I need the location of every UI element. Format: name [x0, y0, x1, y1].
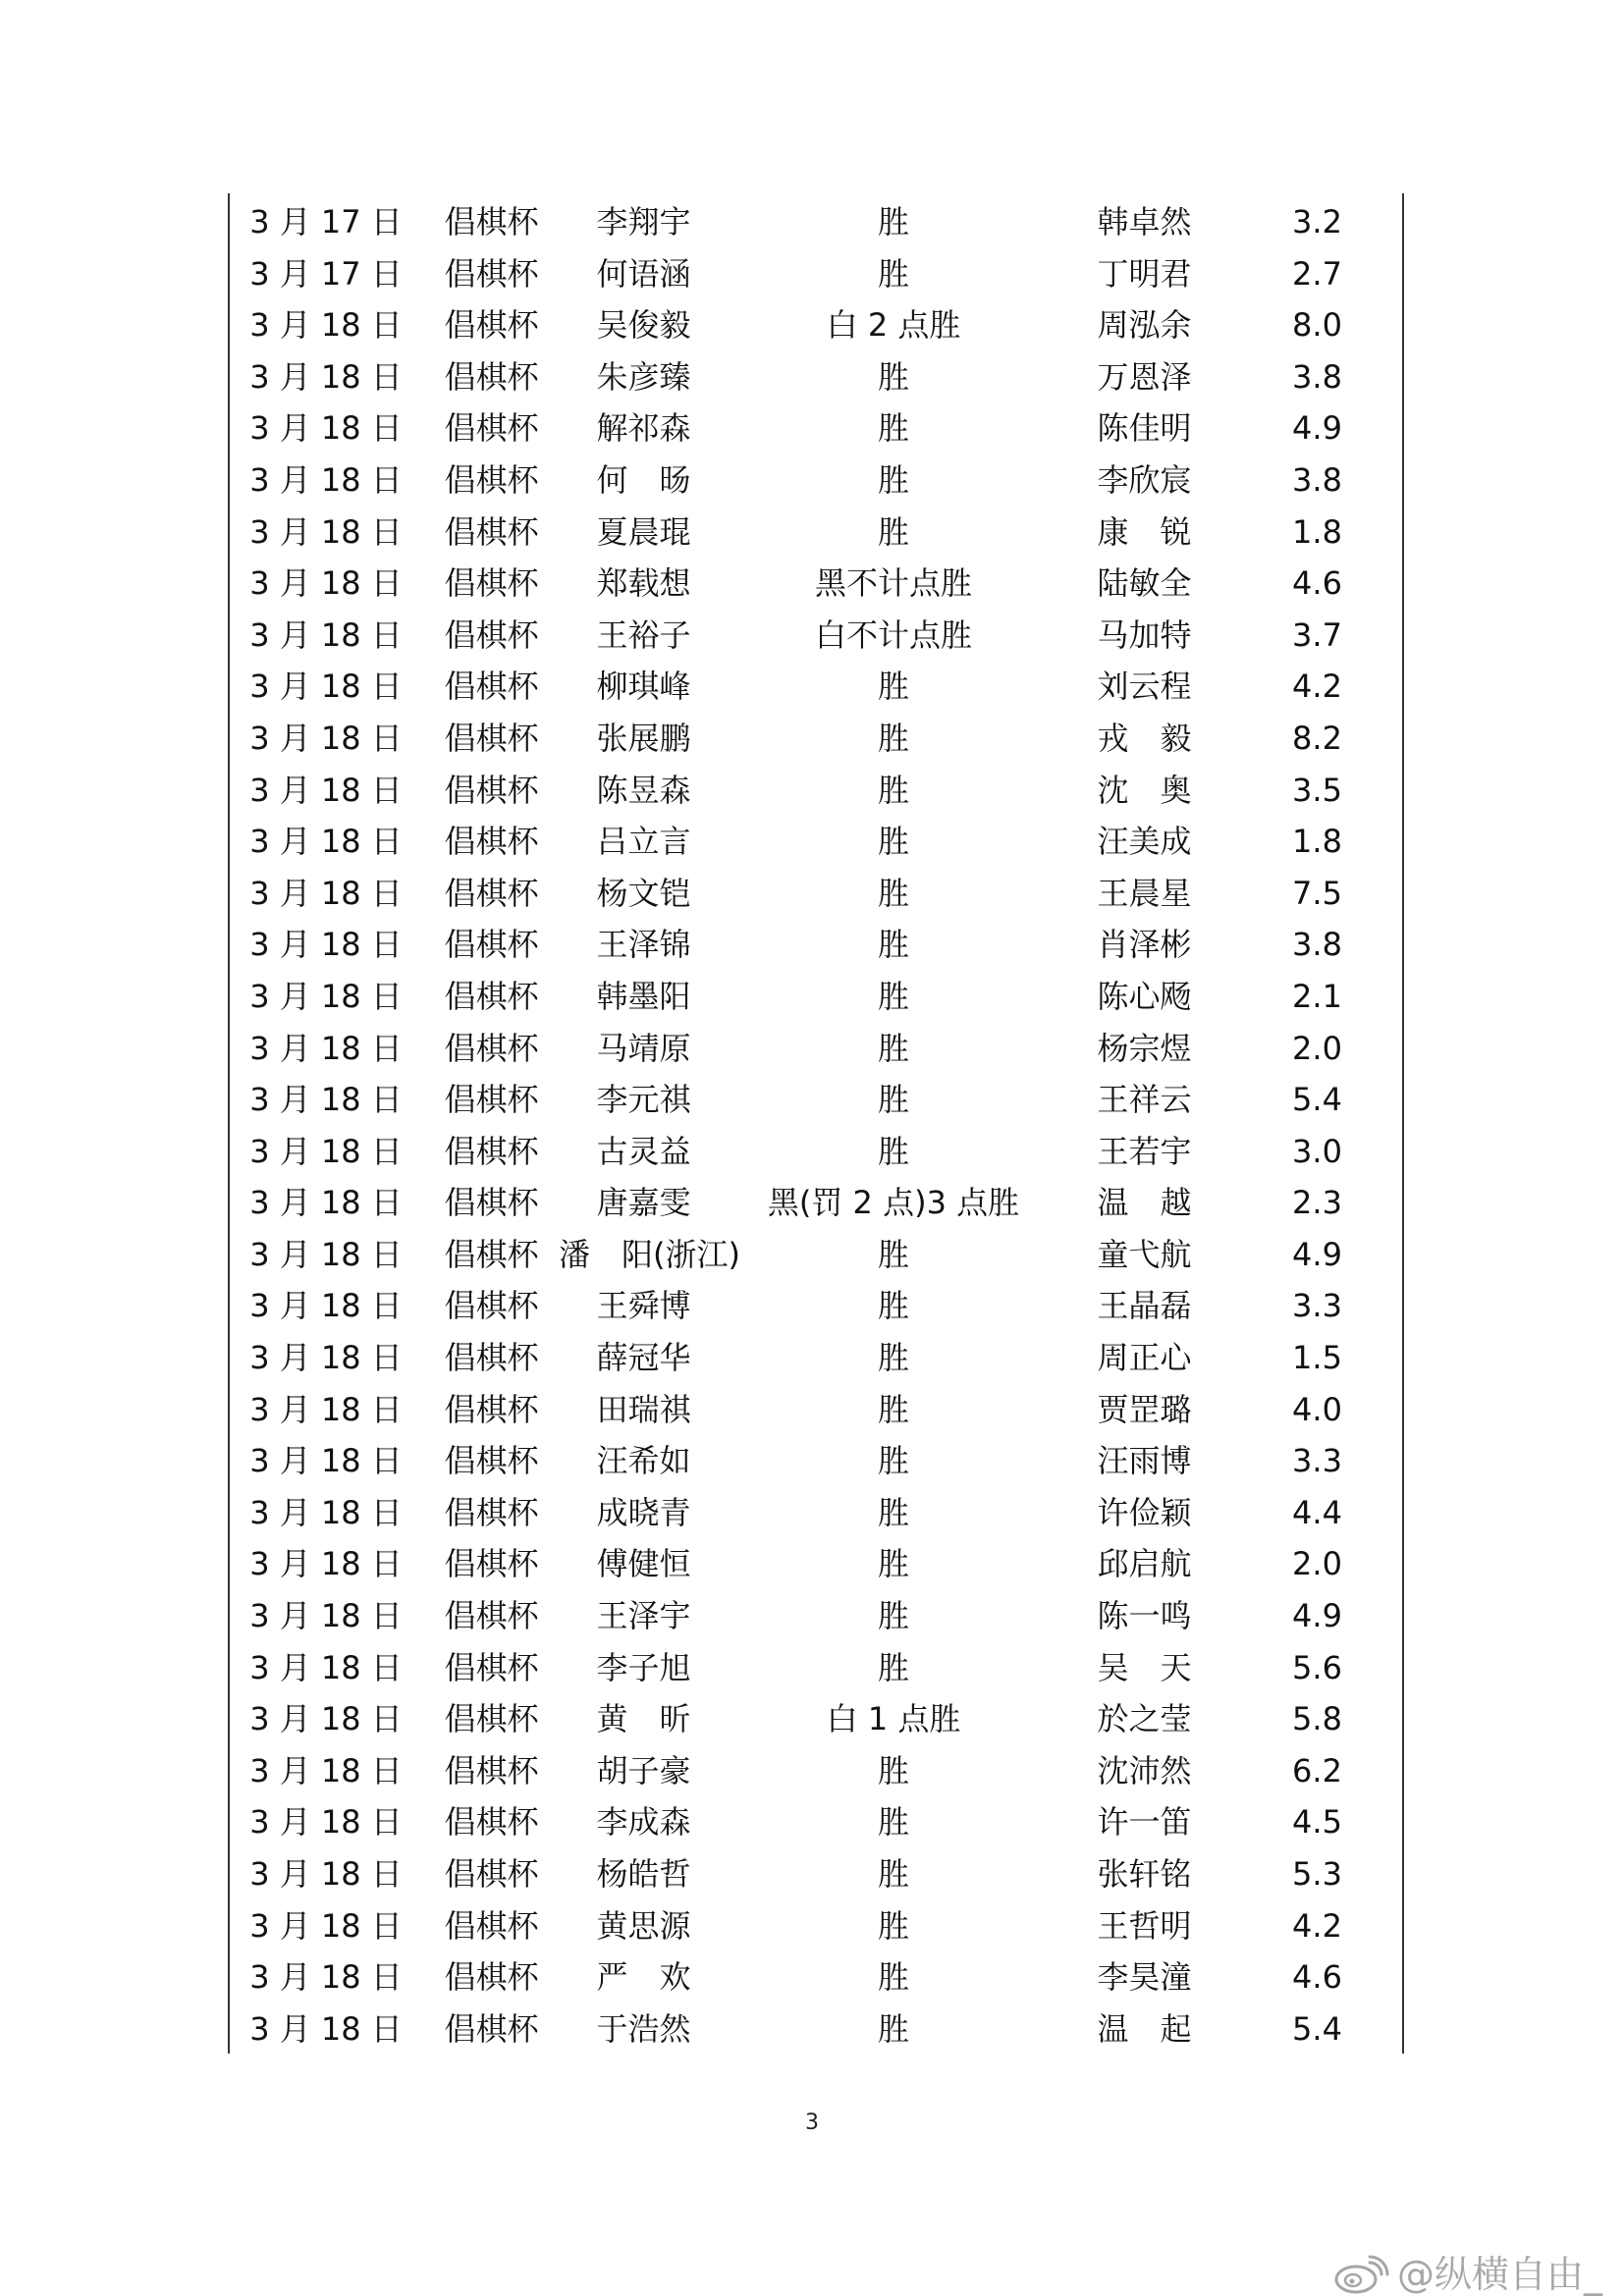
game-date: 3 月 18 日 [249, 1287, 403, 1325]
game-result: 白不计点胜 [814, 615, 972, 654]
loser-name: 张轩铭 [1097, 1855, 1192, 1893]
game-result: 白 2 点胜 [826, 306, 961, 345]
loser-name: 丁明君 [1097, 254, 1192, 293]
table-row [228, 1435, 1404, 1487]
game-date: 3 月 18 日 [249, 1855, 403, 1893]
loser-name: 邱启航 [1097, 1545, 1192, 1583]
loser-name: 许一笛 [1097, 1803, 1192, 1842]
winner-name: 成晓青 [596, 1493, 691, 1531]
table-row [228, 1848, 1404, 1900]
game-result: 胜 [877, 1132, 909, 1170]
event-name: 倡棋杯 [444, 1700, 539, 1738]
game-duration: 2.7 [1292, 254, 1342, 293]
winner-name: 韩墨阳 [596, 977, 691, 1015]
game-duration: 2.0 [1292, 1029, 1342, 1067]
table-row [228, 1126, 1404, 1178]
game-duration: 1.8 [1292, 512, 1342, 551]
loser-name: 王哲明 [1097, 1906, 1192, 1945]
winner-name: 柳琪峰 [596, 667, 691, 706]
winner-name: 黄思源 [596, 1906, 691, 1945]
table-row [228, 919, 1404, 971]
winner-name: 王舜博 [596, 1287, 691, 1325]
table-row [228, 1332, 1404, 1384]
table-row [228, 1590, 1404, 1642]
game-date: 3 月 18 日 [249, 1906, 403, 1945]
loser-name: 康 锐 [1097, 512, 1192, 551]
winner-name: 夏晨琨 [596, 512, 691, 551]
loser-name: 李昊潼 [1097, 1958, 1192, 1997]
game-result: 胜 [877, 1906, 909, 1945]
winner-name: 何语涵 [596, 254, 691, 293]
game-result: 胜 [877, 409, 909, 448]
table-row [228, 1745, 1404, 1797]
winner-name: 李成森 [596, 1803, 691, 1842]
winner-name: 黄 昕 [596, 1700, 691, 1738]
game-duration: 5.3 [1292, 1855, 1342, 1893]
winner-name: 田瑞祺 [596, 1390, 691, 1428]
loser-name: 刘云程 [1097, 667, 1192, 706]
game-date: 3 月 17 日 [249, 203, 403, 240]
game-date: 3 月 18 日 [249, 306, 403, 345]
table-row [228, 1487, 1404, 1539]
event-name: 倡棋杯 [444, 615, 539, 654]
event-name: 倡棋杯 [444, 667, 539, 706]
game-duration: 4.6 [1292, 1958, 1342, 1997]
game-duration: 8.2 [1292, 719, 1342, 757]
winner-name: 吕立言 [596, 823, 691, 861]
game-result: 胜 [877, 1545, 909, 1583]
game-date: 3 月 17 日 [249, 254, 403, 293]
game-duration: 5.8 [1292, 1700, 1342, 1738]
game-result: 胜 [877, 667, 909, 706]
table-row [228, 1280, 1404, 1332]
game-date: 3 月 18 日 [249, 615, 403, 654]
game-date: 3 月 18 日 [249, 1184, 403, 1222]
game-result: 胜 [877, 1855, 909, 1893]
game-duration: 4.2 [1292, 1906, 1342, 1945]
game-duration: 7.5 [1292, 874, 1342, 912]
game-result: 胜 [877, 1081, 909, 1119]
winner-name: 李子旭 [596, 1648, 691, 1686]
game-duration: 3.3 [1292, 1287, 1342, 1325]
game-duration: 3.8 [1292, 926, 1342, 964]
winner-name: 解祁森 [596, 409, 691, 448]
loser-name: 於之莹 [1097, 1700, 1192, 1738]
loser-name: 沈沛然 [1097, 1751, 1192, 1789]
loser-name: 陈佳明 [1097, 409, 1192, 448]
game-duration: 2.3 [1292, 1184, 1342, 1222]
event-name: 倡棋杯 [444, 1545, 539, 1583]
table-row [228, 971, 1404, 1023]
game-duration: 2.1 [1292, 977, 1342, 1015]
loser-name: 许俭颖 [1097, 1493, 1192, 1531]
game-result: 胜 [877, 512, 909, 551]
table-row [228, 1900, 1404, 1952]
event-name: 倡棋杯 [444, 1390, 539, 1428]
winner-name: 王裕子 [596, 615, 691, 654]
watermark [1332, 2253, 1602, 2296]
game-duration: 3.8 [1292, 357, 1342, 396]
loser-name: 周正心 [1097, 1339, 1192, 1377]
loser-name: 陈一鸣 [1097, 1597, 1192, 1635]
game-duration: 4.9 [1292, 1597, 1342, 1635]
event-name: 倡棋杯 [444, 1287, 539, 1325]
game-date: 3 月 18 日 [249, 977, 403, 1015]
game-date: 3 月 18 日 [249, 1132, 403, 1170]
loser-name: 温 起 [1097, 2009, 1192, 2048]
table-row [228, 1951, 1404, 2003]
game-date: 3 月 18 日 [249, 719, 403, 757]
game-result: 胜 [877, 1235, 909, 1273]
winner-name: 朱彦臻 [596, 357, 691, 396]
game-date: 3 月 18 日 [249, 1958, 403, 1997]
game-duration: 4.2 [1292, 667, 1342, 706]
event-name: 倡棋杯 [444, 203, 539, 240]
loser-name: 吴 天 [1097, 1648, 1192, 1686]
loser-name: 王晶磊 [1097, 1287, 1192, 1325]
winner-name: 严 欢 [596, 1958, 691, 1997]
game-date: 3 月 18 日 [249, 1339, 403, 1377]
game-date: 3 月 18 日 [249, 460, 403, 499]
game-result: 胜 [877, 2009, 909, 2048]
game-date: 3 月 18 日 [249, 1442, 403, 1480]
event-name: 倡棋杯 [444, 1235, 539, 1273]
game-duration: 1.8 [1292, 823, 1342, 861]
event-name: 倡棋杯 [444, 1855, 539, 1893]
winner-name: 胡子豪 [596, 1751, 691, 1789]
event-name: 倡棋杯 [444, 1751, 539, 1789]
table-row [228, 1074, 1404, 1126]
game-date: 3 月 18 日 [249, 1751, 403, 1789]
loser-name: 王晨星 [1097, 874, 1192, 912]
winner-name: 张展鹏 [596, 719, 691, 757]
table-row [228, 402, 1404, 454]
game-date: 3 月 18 日 [249, 1493, 403, 1531]
loser-name: 汪雨博 [1097, 1442, 1192, 1480]
game-result: 胜 [877, 874, 909, 912]
table-row [228, 1642, 1404, 1694]
game-result: 胜 [877, 1648, 909, 1686]
table-row [228, 765, 1404, 817]
game-duration: 3.0 [1292, 1132, 1342, 1170]
winner-name: 古灵益 [596, 1132, 691, 1170]
game-result: 胜 [877, 1442, 909, 1480]
game-duration: 4.5 [1292, 1803, 1342, 1842]
event-name: 倡棋杯 [444, 1132, 539, 1170]
game-result: 胜 [877, 926, 909, 964]
game-result: 胜 [877, 1493, 909, 1531]
loser-name: 王若宇 [1097, 1132, 1192, 1170]
loser-name: 马加特 [1097, 615, 1192, 654]
loser-name: 戎 毅 [1097, 719, 1192, 757]
game-date: 3 月 18 日 [249, 564, 403, 603]
event-name: 倡棋杯 [444, 409, 539, 448]
loser-name: 肖泽彬 [1097, 926, 1192, 964]
event-name: 倡棋杯 [444, 1184, 539, 1222]
winner-name: 马靖原 [596, 1029, 691, 1067]
game-duration: 5.4 [1292, 2009, 1342, 2048]
event-name: 倡棋杯 [444, 2009, 539, 2048]
results-table-body [228, 196, 1404, 2055]
event-name: 倡棋杯 [444, 874, 539, 912]
game-result: 胜 [877, 254, 909, 293]
game-date: 3 月 18 日 [249, 1545, 403, 1583]
game-result: 黑不计点胜 [814, 564, 972, 603]
table-row [228, 351, 1404, 403]
game-date: 3 月 18 日 [249, 357, 403, 396]
results-table [228, 196, 1404, 2055]
winner-name: 李元祺 [596, 1081, 691, 1119]
game-date: 3 月 18 日 [249, 1390, 403, 1428]
table-row [228, 868, 1404, 920]
game-date: 3 月 18 日 [249, 1648, 403, 1686]
game-date: 3 月 18 日 [249, 874, 403, 912]
game-duration: 3.7 [1292, 615, 1342, 654]
game-result: 胜 [877, 1287, 909, 1325]
watermark-text: @纵横自由_ [1396, 2253, 1602, 2296]
game-result: 胜 [877, 1958, 909, 1997]
winner-name: 何 旸 [596, 460, 691, 499]
game-duration: 3.2 [1292, 203, 1342, 240]
winner-name: 杨文铠 [596, 874, 691, 912]
page-number: 3 [805, 2110, 819, 2135]
loser-name: 陆敏全 [1097, 564, 1192, 603]
game-result: 胜 [877, 1390, 909, 1428]
winner-name: 杨皓哲 [596, 1855, 691, 1893]
game-duration: 6.2 [1292, 1751, 1342, 1789]
loser-name: 韩卓然 [1097, 203, 1192, 240]
game-date: 3 月 18 日 [249, 1700, 403, 1738]
game-date: 3 月 18 日 [249, 926, 403, 964]
loser-name: 李欣宸 [1097, 460, 1192, 499]
event-name: 倡棋杯 [444, 823, 539, 861]
event-name: 倡棋杯 [444, 977, 539, 1015]
game-date: 3 月 18 日 [249, 667, 403, 706]
game-result: 胜 [877, 203, 909, 240]
table-row [228, 1384, 1404, 1436]
game-result: 黑(罚 2 点)3 点胜 [767, 1184, 1020, 1222]
loser-name: 王祥云 [1097, 1081, 1192, 1119]
game-result: 胜 [877, 1803, 909, 1842]
winner-name: 傅健恒 [596, 1545, 691, 1583]
table-row [228, 1023, 1404, 1075]
table-row [228, 196, 1404, 248]
table-row [228, 1693, 1404, 1745]
game-result: 胜 [877, 719, 909, 757]
game-result: 胜 [877, 1029, 909, 1067]
loser-name: 周泓余 [1097, 306, 1192, 345]
winner-name: 汪希如 [596, 1442, 691, 1480]
game-result: 胜 [877, 1339, 909, 1377]
game-duration: 4.4 [1292, 1493, 1342, 1531]
event-name: 倡棋杯 [444, 460, 539, 499]
game-date: 3 月 18 日 [249, 1081, 403, 1119]
event-name: 倡棋杯 [444, 357, 539, 396]
event-name: 倡棋杯 [444, 1906, 539, 1945]
loser-name: 温 越 [1097, 1184, 1192, 1222]
game-result: 白 1 点胜 [826, 1700, 961, 1738]
table-row [228, 661, 1404, 713]
game-duration: 8.0 [1292, 306, 1342, 345]
game-duration: 4.0 [1292, 1390, 1342, 1428]
game-date: 3 月 18 日 [249, 1029, 403, 1067]
game-date: 3 月 18 日 [249, 1803, 403, 1842]
winner-name: 李翔宇 [596, 203, 691, 240]
game-result: 胜 [877, 771, 909, 809]
table-row [228, 816, 1404, 868]
table-row [228, 558, 1404, 610]
game-result: 胜 [877, 460, 909, 499]
game-duration: 4.9 [1292, 409, 1342, 448]
event-name: 倡棋杯 [444, 254, 539, 293]
winner-name: 王泽宇 [596, 1597, 691, 1635]
event-name: 倡棋杯 [444, 1803, 539, 1842]
winner-name: 郑载想 [596, 564, 691, 603]
event-name: 倡棋杯 [444, 926, 539, 964]
table-row [228, 610, 1404, 662]
winner-name: 潘 阳(浙江) [559, 1235, 740, 1273]
event-name: 倡棋杯 [444, 1958, 539, 1997]
loser-name: 万恩泽 [1097, 357, 1192, 396]
event-name: 倡棋杯 [444, 1648, 539, 1686]
game-duration: 4.9 [1292, 1235, 1342, 1273]
loser-name: 汪美成 [1097, 823, 1192, 861]
event-name: 倡棋杯 [444, 512, 539, 551]
table-row [228, 1796, 1404, 1848]
game-duration: 5.4 [1292, 1081, 1342, 1119]
table-row [228, 299, 1404, 351]
event-name: 倡棋杯 [444, 1442, 539, 1480]
winner-name: 王泽锦 [596, 926, 691, 964]
game-date: 3 月 18 日 [249, 771, 403, 809]
loser-name: 童弋航 [1097, 1235, 1192, 1273]
event-name: 倡棋杯 [444, 564, 539, 603]
game-result: 胜 [877, 823, 909, 861]
event-name: 倡棋杯 [444, 1493, 539, 1531]
winner-name: 唐嘉雯 [596, 1184, 691, 1222]
game-duration: 3.5 [1292, 771, 1342, 809]
event-name: 倡棋杯 [444, 1339, 539, 1377]
game-date: 3 月 18 日 [249, 512, 403, 551]
event-name: 倡棋杯 [444, 771, 539, 809]
table-row [228, 713, 1404, 765]
table-row [228, 1538, 1404, 1590]
winner-name: 陈昱森 [596, 771, 691, 809]
table-row [228, 1177, 1404, 1229]
game-date: 3 月 18 日 [249, 1235, 403, 1273]
event-name: 倡棋杯 [444, 719, 539, 757]
game-date: 3 月 18 日 [249, 2009, 403, 2048]
table-row [228, 248, 1404, 300]
game-result: 胜 [877, 977, 909, 1015]
loser-name: 杨宗煜 [1097, 1029, 1192, 1067]
table-row [228, 454, 1404, 507]
weibo-logo-icon [1332, 2255, 1389, 2294]
table-row [228, 507, 1404, 559]
winner-name: 吴俊毅 [596, 306, 691, 345]
game-duration: 3.8 [1292, 460, 1342, 499]
event-name: 倡棋杯 [444, 1597, 539, 1635]
game-date: 3 月 18 日 [249, 823, 403, 861]
loser-name: 沈 奥 [1097, 771, 1192, 809]
game-result: 胜 [877, 1597, 909, 1635]
table-row [228, 2003, 1404, 2056]
game-duration: 5.6 [1292, 1648, 1342, 1686]
game-result: 胜 [877, 357, 909, 396]
table-row [228, 1229, 1404, 1281]
event-name: 倡棋杯 [444, 306, 539, 345]
game-duration: 4.6 [1292, 564, 1342, 603]
game-date: 3 月 18 日 [249, 409, 403, 448]
game-date: 3 月 18 日 [249, 1597, 403, 1635]
event-name: 倡棋杯 [444, 1029, 539, 1067]
winner-name: 于浩然 [596, 2009, 691, 2048]
game-duration: 3.3 [1292, 1442, 1342, 1480]
game-result: 胜 [877, 1751, 909, 1789]
loser-name: 贾罡璐 [1097, 1390, 1192, 1428]
winner-name: 薛冠华 [596, 1339, 691, 1377]
game-duration: 2.0 [1292, 1545, 1342, 1583]
game-duration: 1.5 [1292, 1339, 1342, 1377]
loser-name: 陈心飏 [1097, 977, 1192, 1015]
event-name: 倡棋杯 [444, 1081, 539, 1119]
